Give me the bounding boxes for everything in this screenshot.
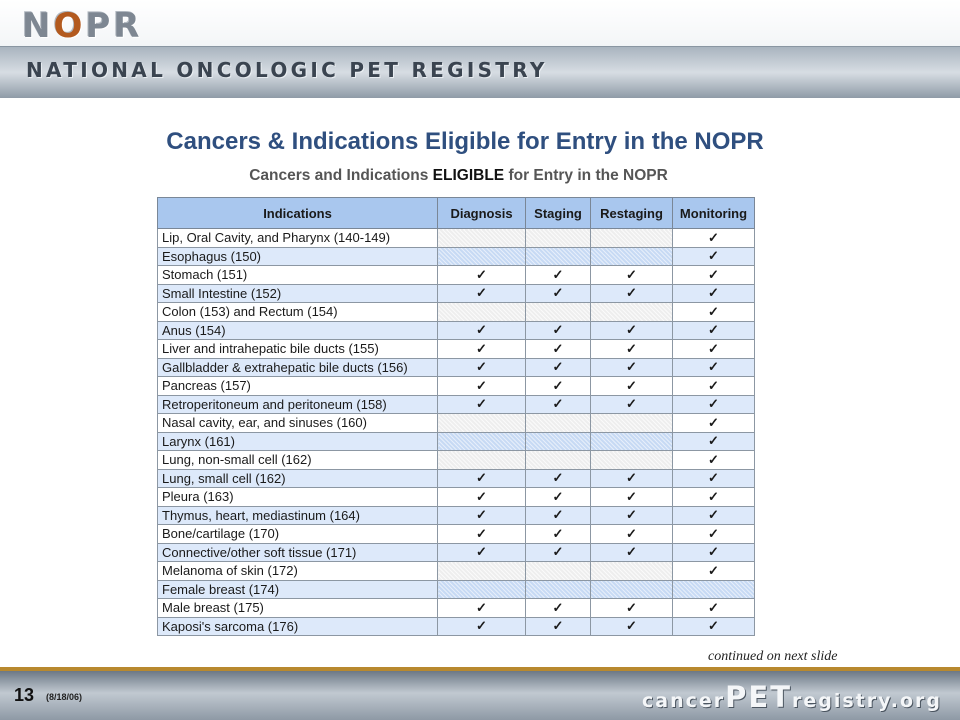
- table-row: [158, 488, 755, 507]
- eligible-check-cell: ✓: [526, 340, 591, 359]
- indication-cell: Female breast (174): [158, 580, 438, 599]
- indication-cell: Kaposi's sarcoma (176): [158, 617, 438, 636]
- table-row: [158, 358, 755, 377]
- indication-cell: Pleura (163): [158, 488, 438, 507]
- indication-cell: Esophagus (150): [158, 247, 438, 266]
- not-eligible-cell: [591, 229, 673, 248]
- column-header-indications: Indications: [158, 198, 438, 229]
- eligible-check-cell: ✓: [526, 488, 591, 507]
- not-eligible-cell: [438, 414, 526, 433]
- indication-cell: Male breast (175): [158, 599, 438, 618]
- table-title-post: for Entry in the NOPR: [504, 167, 668, 184]
- eligible-check-cell: ✓: [673, 599, 755, 618]
- indication-cell: Liver and intrahepatic bile ducts (155): [158, 340, 438, 359]
- eligible-check-cell: ✓: [673, 266, 755, 285]
- not-eligible-cell: [526, 562, 591, 581]
- eligible-check-cell: ✓: [526, 377, 591, 396]
- eligible-check-cell: ✓: [438, 358, 526, 377]
- slide-date: (8/18/06): [46, 692, 83, 702]
- table-body: [158, 229, 755, 636]
- table-row: [158, 580, 755, 599]
- slide-header: [0, 0, 960, 97]
- eligible-check-cell: ✓: [673, 358, 755, 377]
- eligible-check-cell: ✓: [438, 525, 526, 544]
- eligible-check-cell: ✓: [591, 599, 673, 618]
- indication-cell: Colon (153) and Rectum (154): [158, 303, 438, 322]
- not-eligible-cell: [591, 303, 673, 322]
- eligible-check-cell: ✓: [438, 506, 526, 525]
- eligible-check-cell: ✓: [591, 543, 673, 562]
- eligible-check-cell: ✓: [526, 506, 591, 525]
- table-row: [158, 266, 755, 285]
- column-header-diagnosis: Diagnosis: [438, 198, 526, 229]
- eligible-check-cell: ✓: [673, 340, 755, 359]
- eligible-check-cell: ✓: [673, 451, 755, 470]
- eligible-check-cell: ✓: [438, 469, 526, 488]
- not-eligible-cell: [438, 247, 526, 266]
- slide-title: Cancers & Indications Eligible for Entry in the NOPR: [166, 128, 764, 155]
- nopr-logo: [22, 6, 142, 46]
- eligible-check-cell: ✓: [673, 562, 755, 581]
- not-eligible-cell: [526, 303, 591, 322]
- table-row: [158, 303, 755, 322]
- continued-note: continued on next slide: [708, 649, 838, 664]
- eligible-check-cell: ✓: [526, 525, 591, 544]
- not-eligible-cell: [438, 580, 526, 599]
- table-title-emphasis: ELIGIBLE: [432, 167, 505, 184]
- site-part-registry: registry.org: [791, 690, 942, 712]
- table-row: [158, 395, 755, 414]
- eligible-check-cell: ✓: [438, 395, 526, 414]
- column-header-staging: Staging: [526, 198, 591, 229]
- table-row: [158, 451, 755, 470]
- eligible-check-cell: ✓: [526, 599, 591, 618]
- indication-cell: Thymus, heart, mediastinum (164): [158, 506, 438, 525]
- indication-cell: Nasal cavity, ear, and sinuses (160): [158, 414, 438, 433]
- not-eligible-cell: [591, 432, 673, 451]
- table-row: [158, 321, 755, 340]
- eligible-check-cell: ✓: [438, 321, 526, 340]
- logo-letter-r: R: [113, 6, 143, 46]
- site-part-cancer: cancer: [641, 690, 726, 712]
- not-eligible-cell: [526, 247, 591, 266]
- eligible-check-cell: ✓: [591, 525, 673, 544]
- eligible-check-cell: ✓: [526, 358, 591, 377]
- indication-cell: Larynx (161): [158, 432, 438, 451]
- indication-cell: Gallbladder & extrahepatic bile ducts (156): [158, 358, 438, 377]
- eligible-check-cell: ✓: [591, 321, 673, 340]
- column-header-monitoring: Monitoring: [673, 198, 755, 229]
- eligible-check-cell: ✓: [526, 266, 591, 285]
- indication-cell: Stomach (151): [158, 266, 438, 285]
- eligible-check-cell: ✓: [591, 617, 673, 636]
- table-row: [158, 284, 755, 303]
- eligible-check-cell: ✓: [673, 506, 755, 525]
- eligible-check-cell: ✓: [591, 340, 673, 359]
- not-eligible-cell: [591, 414, 673, 433]
- eligible-check-cell: ✓: [438, 266, 526, 285]
- indication-cell: Melanoma of skin (172): [158, 562, 438, 581]
- eligible-check-cell: ✓: [673, 469, 755, 488]
- eligible-check-cell: ✓: [438, 488, 526, 507]
- page-number: 13: [14, 685, 35, 705]
- eligible-check-cell: ✓: [526, 469, 591, 488]
- indication-cell: Retroperitoneum and peritoneum (158): [158, 395, 438, 414]
- eligible-check-cell: ✓: [673, 377, 755, 396]
- eligible-check-cell: ✓: [438, 543, 526, 562]
- eligible-check-cell: ✓: [673, 543, 755, 562]
- table-title: [152, 167, 765, 185]
- table-row: [158, 229, 755, 248]
- table-row: [158, 543, 755, 562]
- indication-cell: Pancreas (157): [158, 377, 438, 396]
- indication-cell: Anus (154): [158, 321, 438, 340]
- eligibility-table: [157, 197, 755, 636]
- eligible-check-cell: ✓: [438, 617, 526, 636]
- table-row: [158, 562, 755, 581]
- not-eligible-cell: [673, 580, 755, 599]
- table-row: [158, 377, 755, 396]
- table-row: [158, 469, 755, 488]
- eligible-check-cell: ✓: [591, 284, 673, 303]
- not-eligible-cell: [438, 451, 526, 470]
- indication-cell: Lung, non-small cell (162): [158, 451, 438, 470]
- eligible-check-cell: ✓: [526, 284, 591, 303]
- column-header-restaging: Restaging: [591, 198, 673, 229]
- eligible-check-cell: ✓: [526, 321, 591, 340]
- eligible-check-cell: ✓: [438, 284, 526, 303]
- not-eligible-cell: [591, 580, 673, 599]
- eligible-check-cell: ✓: [591, 358, 673, 377]
- table-row: [158, 414, 755, 433]
- eligible-check-cell: ✓: [591, 266, 673, 285]
- logo-letter-p: P: [85, 6, 114, 46]
- table-row: [158, 506, 755, 525]
- eligible-check-cell: ✓: [673, 395, 755, 414]
- not-eligible-cell: [591, 247, 673, 266]
- indication-cell: Connective/other soft tissue (171): [158, 543, 438, 562]
- eligible-check-cell: ✓: [673, 229, 755, 248]
- eligible-check-cell: ✓: [673, 321, 755, 340]
- eligible-check-cell: ✓: [673, 303, 755, 322]
- logo-letter-o: O: [53, 6, 86, 46]
- not-eligible-cell: [526, 432, 591, 451]
- table-row: [158, 247, 755, 266]
- eligible-check-cell: ✓: [526, 617, 591, 636]
- header-band: [0, 46, 960, 98]
- eligible-check-cell: ✓: [673, 414, 755, 433]
- eligible-check-cell: ✓: [673, 525, 755, 544]
- not-eligible-cell: [438, 229, 526, 248]
- not-eligible-cell: [526, 451, 591, 470]
- indication-cell: Bone/cartilage (170): [158, 525, 438, 544]
- eligible-check-cell: ✓: [438, 599, 526, 618]
- not-eligible-cell: [526, 414, 591, 433]
- not-eligible-cell: [591, 562, 673, 581]
- eligible-check-cell: ✓: [673, 247, 755, 266]
- not-eligible-cell: [591, 451, 673, 470]
- eligible-check-cell: ✓: [673, 284, 755, 303]
- not-eligible-cell: [526, 580, 591, 599]
- indication-cell: Small Intestine (152): [158, 284, 438, 303]
- logo-letter-n: N: [22, 6, 54, 46]
- eligible-check-cell: ✓: [526, 543, 591, 562]
- eligible-check-cell: ✓: [591, 377, 673, 396]
- table-row: [158, 340, 755, 359]
- eligible-check-cell: ✓: [526, 395, 591, 414]
- eligible-check-cell: ✓: [438, 340, 526, 359]
- eligible-check-cell: ✓: [591, 506, 673, 525]
- table-row: [158, 599, 755, 618]
- eligible-check-cell: ✓: [673, 488, 755, 507]
- table-row: [158, 432, 755, 451]
- table-row: [158, 525, 755, 544]
- eligibility-table-image: [152, 163, 765, 640]
- not-eligible-cell: [438, 562, 526, 581]
- slide-footer: [0, 671, 960, 720]
- indication-cell: Lung, small cell (162): [158, 469, 438, 488]
- eligible-check-cell: ✓: [673, 617, 755, 636]
- eligible-check-cell: ✓: [591, 488, 673, 507]
- not-eligible-cell: [526, 229, 591, 248]
- not-eligible-cell: [438, 303, 526, 322]
- table-header-row: [158, 198, 755, 229]
- eligible-check-cell: ✓: [673, 432, 755, 451]
- table-title-pre: Cancers and Indications: [249, 167, 433, 184]
- indication-cell: Lip, Oral Cavity, and Pharynx (140-149): [158, 229, 438, 248]
- eligible-check-cell: ✓: [591, 395, 673, 414]
- registry-name: NATIONAL ONCOLOGIC PET REGISTRY: [26, 58, 548, 82]
- eligible-check-cell: ✓: [438, 377, 526, 396]
- site-part-pet: PET: [725, 680, 792, 714]
- not-eligible-cell: [438, 432, 526, 451]
- website-logo: [642, 680, 942, 714]
- eligible-check-cell: ✓: [591, 469, 673, 488]
- table-row: [158, 617, 755, 636]
